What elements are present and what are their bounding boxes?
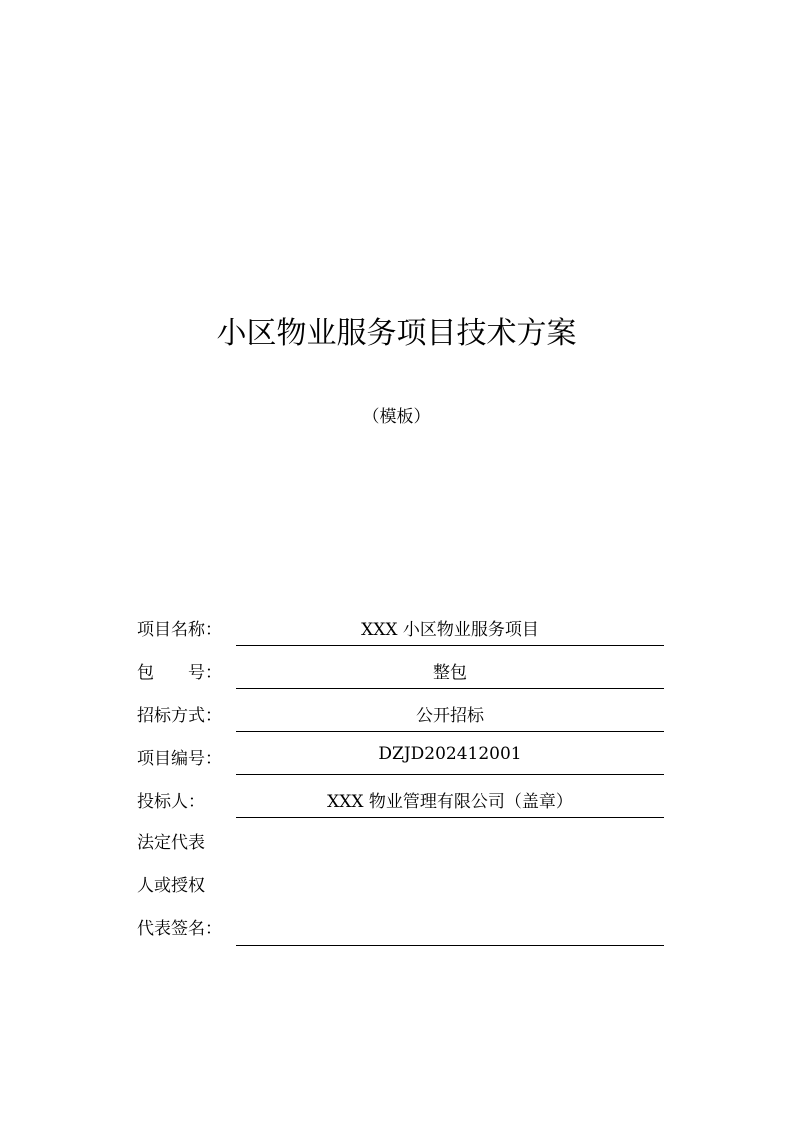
document-subtitle: （模板） (362, 407, 431, 427)
field-label: 招标方式： (137, 706, 222, 726)
field-signature (137, 818, 664, 946)
field-project-name (137, 603, 664, 646)
field-label-line: 代表签名： (137, 919, 222, 939)
field-bidder (137, 775, 664, 818)
field-value: XXX 小区物业服务项目 (361, 620, 539, 640)
field-label: 项目名称： (137, 620, 222, 640)
field-project-number (137, 732, 664, 775)
field-label-line: 人或授权 (137, 876, 205, 896)
field-value: 整包 (433, 663, 467, 683)
field-value: DZJD202412001 (378, 744, 522, 764)
field-bidding-method (137, 689, 664, 732)
underline (236, 945, 664, 946)
field-label: 项目编号： (137, 749, 222, 769)
field-label: 包 号： (137, 663, 222, 683)
field-label: 投标人： (137, 792, 205, 812)
field-package-number (137, 646, 664, 689)
field-label-line: 法定代表 (137, 833, 205, 853)
field-value: XXX 物业管理有限公司（盖章） (327, 792, 573, 812)
document-title: 小区物业服务项目技术方案 (216, 316, 577, 351)
field-value: 公开招标 (416, 706, 484, 726)
